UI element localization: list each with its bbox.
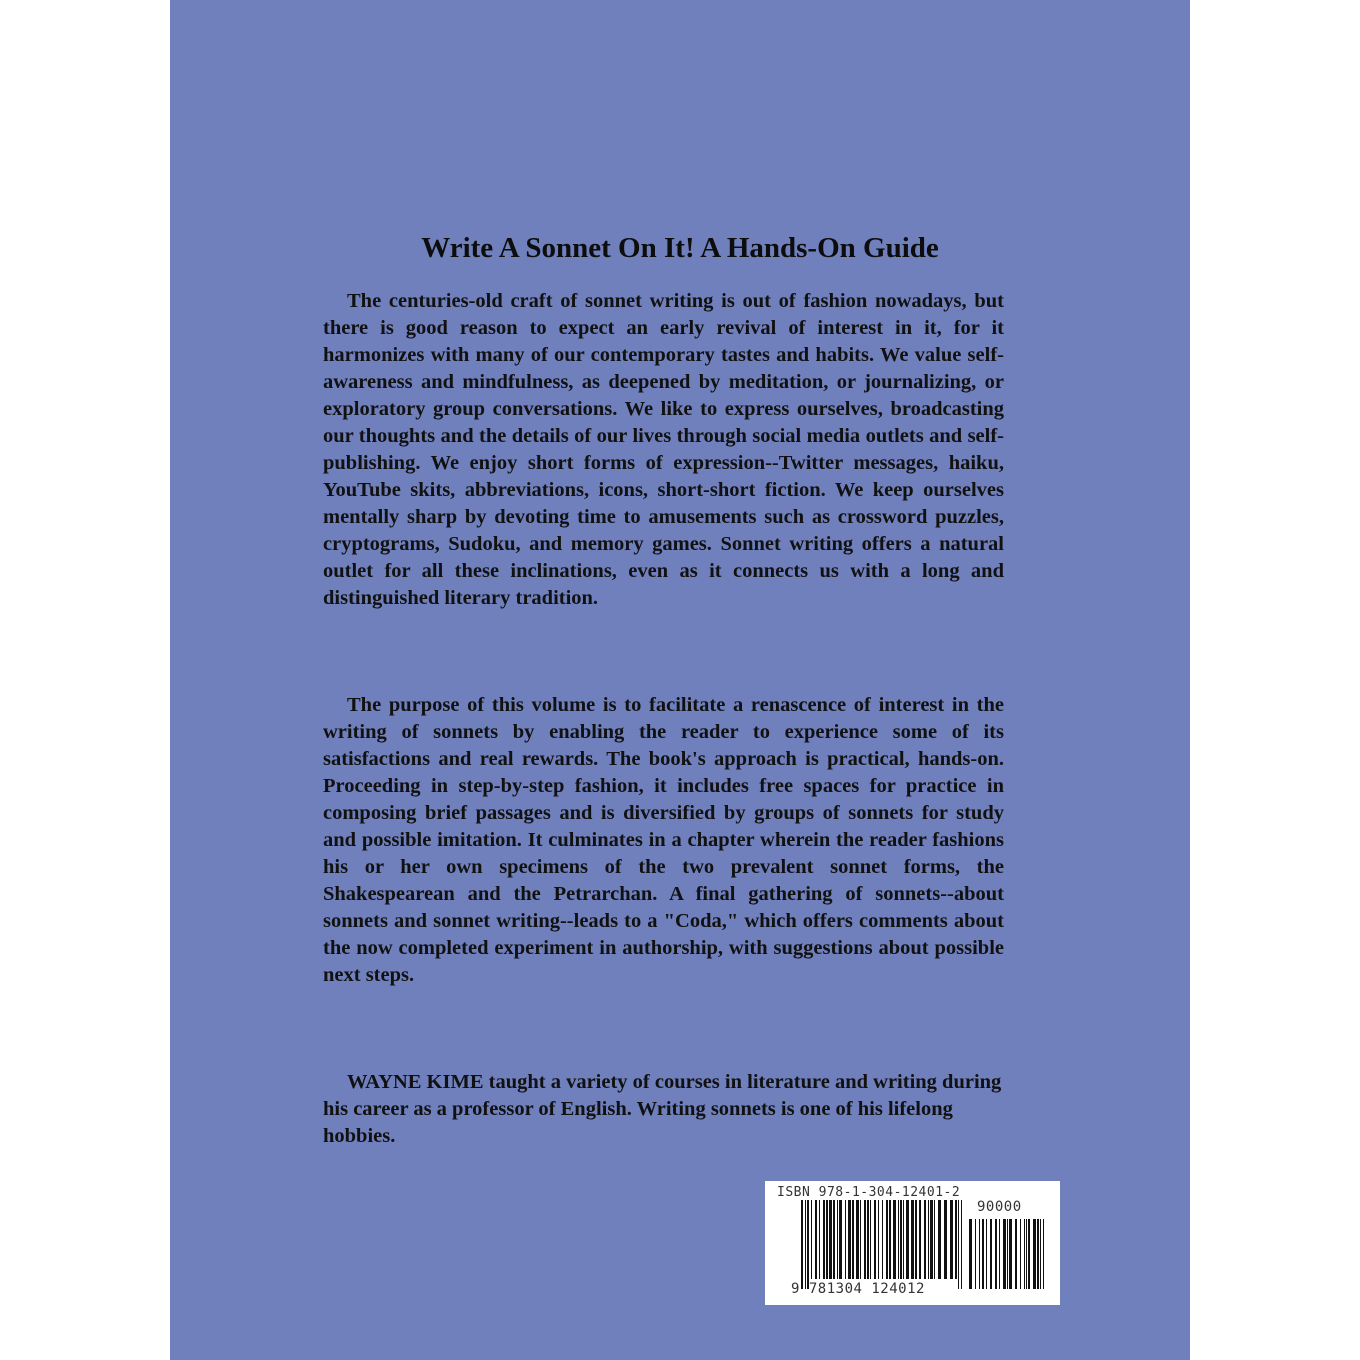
barcode-ean-number: 9 781304 124012 bbox=[791, 1281, 925, 1297]
book-title: Write A Sonnet On It! A Hands-On Guide bbox=[421, 232, 939, 264]
barcode-addon-number: 90000 bbox=[977, 1199, 1022, 1215]
blurb-paragraph-1: The centuries-old craft of sonnet writing is out of fashion nowadays, but there is good reason to expect an early revival of interest in it, for it harmonizes with many of our contemporary tastes and habits. We value self-awareness and mindfulness, as deepened by meditation, or journalizing, or exploratory group conversations. We like to express ourselves, broadcasting our thoughts and the details of our lives through social media outlets and self-publishing. We enjoy short forms of expression--Twitter messages, haiku, YouTube skits, abbreviations, icons, short-short fiction. We keep ourselves mentally sharp by devoting time to amusements such as crossword puzzles, cryptograms, Sudoku, and memory games. Sonnet writing offers a natural outlet for all these inclinations, even as it connects us with a long and distinguished literary tradition. bbox=[323, 290, 1004, 609]
back-cover bbox=[170, 0, 1190, 1360]
isbn-label: ISBN 978-1-304-12401-2 bbox=[777, 1185, 961, 1200]
author-bio: WAYNE KIME taught a variety of courses in literature and writing during his career as a professor of English. Writing sonnets is one of his lifelong hobbies. bbox=[323, 1071, 1002, 1147]
barcode-box bbox=[765, 1181, 1060, 1305]
blurb-paragraph-2: The purpose of this volume is to facilitate a renascence of interest in the writing of sonnets by enabling the reader to experience some of its satisfactions and real rewards. The book's approach is practical, hands-on. Proceeding in step-by-step fashion, it includes free spaces for practice in composing brief passages and is diversified by groups of sonnets for study and possible imitation. It culminates in a chapter wherein the reader fashions his or her own specimens of the two prevalent sonnet forms, the Shakespearean and the Petrarchan. A final gathering of sonnets--about sonnets and sonnet writing--leads to a "Coda," which offers comments about the now completed experiment in authorship, with suggestions about possible next steps. bbox=[323, 694, 1004, 986]
